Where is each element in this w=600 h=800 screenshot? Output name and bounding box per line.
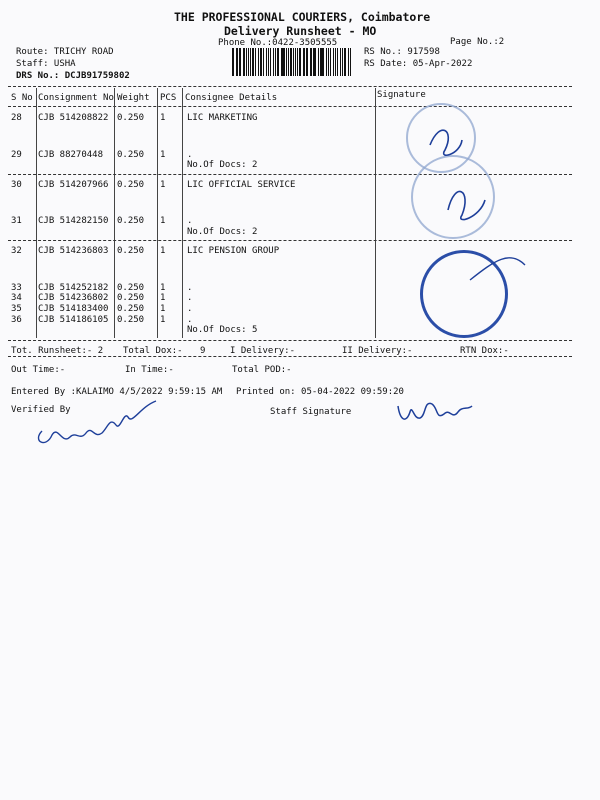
- total-pod: Total POD:-: [232, 365, 292, 375]
- row-consignment: CJB 514282150: [38, 216, 109, 226]
- row-sno: 34: [11, 293, 22, 303]
- route-label: Route: TRICHY ROAD: [16, 47, 114, 57]
- row-details: LIC MARKETING: [187, 113, 258, 123]
- row-details: .: [187, 283, 193, 293]
- row-details: .: [187, 293, 193, 303]
- col-header-consignee: Consignee Details: [185, 93, 278, 103]
- staff-label: Staff: USHA: [16, 59, 76, 69]
- col-header-signature: Signature: [377, 90, 426, 100]
- row-sno: 36: [11, 315, 22, 325]
- row-weight: 0.250: [117, 315, 145, 325]
- total-dox-value: 9: [200, 346, 206, 356]
- col-header-consignment: Consignment No: [38, 93, 114, 103]
- barcode: [232, 48, 352, 76]
- company-name: THE PROFESSIONAL COURIERS, Coimbatore: [174, 10, 431, 24]
- row-details: LIC PENSION GROUP: [187, 246, 280, 256]
- row-weight: 0.250: [117, 113, 145, 123]
- staff-signature-label: Staff Signature: [270, 407, 352, 417]
- row-pcs: 1: [160, 283, 166, 293]
- row-consignment: CJB 514236802: [38, 293, 109, 303]
- row-details: .: [187, 304, 193, 314]
- row-weight: 0.250: [117, 304, 145, 314]
- col-header-weight: Weight: [117, 93, 150, 103]
- row-weight: 0.250: [117, 150, 145, 160]
- row-pcs: 1: [160, 246, 166, 256]
- row-consignment: CJB 514186105: [38, 315, 109, 325]
- rs-date: RS Date: 05-Apr-2022: [364, 59, 473, 69]
- docs-count-group-2: No.Of Docs: 2: [187, 227, 258, 237]
- row-details: .: [187, 315, 193, 325]
- row-pcs: 1: [160, 113, 166, 123]
- row-pcs: 1: [160, 293, 166, 303]
- row-consignment: CJB 514183400: [38, 304, 109, 314]
- rtn-dox: RTN Dox:-: [460, 346, 509, 356]
- in-time: In Time:-: [125, 365, 174, 375]
- row-pcs: 1: [160, 180, 166, 190]
- row-pcs: 1: [160, 150, 166, 160]
- row-pcs: 1: [160, 304, 166, 314]
- row-weight: 0.250: [117, 283, 145, 293]
- row-consignment: CJB 514236803: [38, 246, 109, 256]
- document-title: Delivery Runsheet - MO: [224, 24, 377, 38]
- total-runsheet: Tot. Runsheet:- 2: [11, 346, 104, 356]
- row-sno: 32: [11, 246, 22, 256]
- col-header-pcs: PCS: [160, 93, 177, 103]
- row-weight: 0.250: [117, 246, 145, 256]
- row-sno: 28: [11, 113, 22, 123]
- entered-by: Entered By :KALAIMO 4/5/2022 9:59:15 AM: [11, 387, 223, 397]
- row-weight: 0.250: [117, 180, 145, 190]
- row-details: LIC OFFICIAL SERVICE: [187, 180, 296, 190]
- row-details: .: [187, 150, 193, 160]
- row-sno: 31: [11, 216, 22, 226]
- phone-number: Phone No.:0422-3505555: [218, 38, 338, 48]
- row-weight: 0.250: [117, 293, 145, 303]
- row-sno: 29: [11, 150, 22, 160]
- row-sno: 33: [11, 283, 22, 293]
- row-details: .: [187, 216, 193, 226]
- row-pcs: 1: [160, 315, 166, 325]
- row-consignment: CJB 514208822: [38, 113, 109, 123]
- verified-signature: [28, 395, 168, 455]
- row-consignment: CJB 88270448: [38, 150, 104, 160]
- docs-count-group-3: No.Of Docs: 5: [187, 325, 258, 335]
- col-header-sno: S No: [11, 93, 33, 103]
- rs-number: RS No.: 917598: [364, 47, 440, 57]
- signature-marks: [400, 100, 570, 340]
- row-consignment: CJB 514252182: [38, 283, 109, 293]
- printed-on: Printed on: 05-04-2022 09:59:20: [236, 387, 404, 397]
- row-sno: 35: [11, 304, 22, 314]
- staff-signature: [392, 390, 482, 435]
- drs-number: DRS No.: DCJB91759802: [16, 71, 130, 81]
- docs-count-group-1: No.Of Docs: 2: [187, 160, 258, 170]
- out-time: Out Time:-: [11, 365, 66, 375]
- row-sno: 30: [11, 180, 22, 190]
- verified-by-label: Verified By: [11, 405, 71, 415]
- total-dox-label: Total Dox:-: [123, 346, 183, 356]
- row-weight: 0.250: [117, 216, 145, 226]
- row-pcs: 1: [160, 216, 166, 226]
- ii-delivery: II Delivery:-: [342, 346, 413, 356]
- i-delivery: I Delivery:-: [230, 346, 296, 356]
- page-number: Page No.:2: [450, 37, 505, 47]
- row-consignment: CJB 514207966: [38, 180, 109, 190]
